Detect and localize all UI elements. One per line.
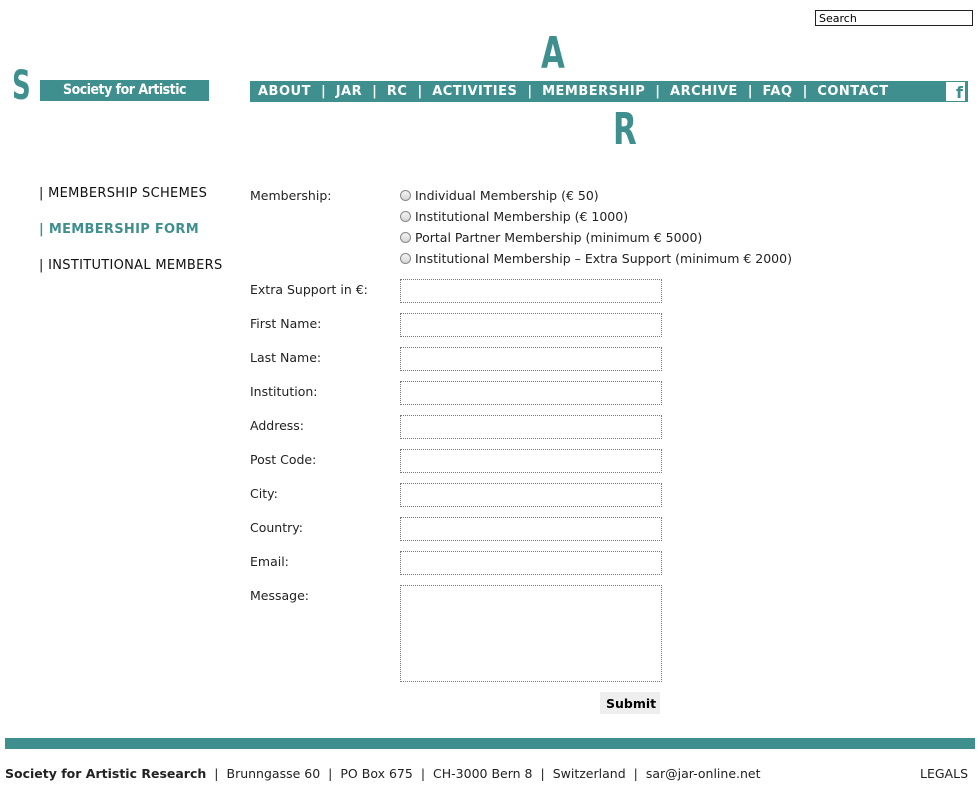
nav-activities[interactable]: ACTIVITIES (432, 84, 518, 99)
post-code-input[interactable] (400, 449, 662, 473)
nav-separator: | (802, 84, 808, 99)
footer-separator: | (328, 766, 333, 781)
post-code-label: Post Code: (250, 452, 317, 467)
radio-label: Individual Membership (€ 50) (415, 188, 599, 203)
radio-option-individual[interactable] (400, 188, 599, 203)
footer-bar (5, 738, 975, 749)
footer-email-link[interactable]: sar@jar-online.net (645, 766, 761, 781)
extra-support-input[interactable] (400, 279, 662, 303)
logo-letter-s[interactable]: S (12, 63, 31, 109)
radio-label: Institutional Membership (€ 1000) (415, 209, 629, 224)
nav-separator: | (320, 84, 326, 99)
footer-street: Brunngasse 60 (226, 766, 321, 781)
city-input[interactable] (400, 483, 662, 507)
country-label: Country: (250, 520, 303, 535)
institution-input[interactable] (400, 381, 662, 405)
address-input[interactable] (400, 415, 662, 439)
sidebar-item-membership-schemes[interactable]: | MEMBERSHIP SCHEMES (39, 186, 208, 201)
message-label: Message: (250, 588, 309, 603)
radio-option-extra-support[interactable] (400, 251, 792, 266)
footer-address (5, 766, 761, 781)
first-name-label: First Name: (250, 316, 322, 331)
nav-contact[interactable]: CONTACT (817, 84, 889, 99)
search-input[interactable] (815, 10, 973, 26)
footer-separator: | (214, 766, 219, 781)
sidebar-item-membership-form[interactable]: | MEMBERSHIP FORM (39, 222, 199, 237)
footer-separator: | (633, 766, 638, 781)
nav-separator: | (747, 84, 753, 99)
footer-org: Society for Artistic Research (5, 766, 207, 781)
last-name-input[interactable] (400, 347, 662, 371)
radio-button[interactable] (400, 232, 411, 243)
radio-button[interactable] (400, 190, 411, 201)
radio-label: Portal Partner Membership (minimum € 5000) (415, 230, 703, 245)
institution-label: Institution: (250, 384, 318, 399)
nav-separator: | (372, 84, 377, 99)
nav-about[interactable]: ABOUT (258, 84, 311, 99)
footer-city: CH-3000 Bern 8 (433, 766, 533, 781)
nav-separator: | (527, 84, 533, 99)
logo-title[interactable]: Society for Artistic Research (40, 80, 209, 101)
country-input[interactable] (400, 517, 662, 541)
first-name-input[interactable] (400, 313, 662, 337)
message-textarea[interactable] (400, 585, 662, 682)
email-label: Email: (250, 554, 289, 569)
nav-rc[interactable]: RC (386, 84, 408, 99)
nav-jar[interactable]: JAR (335, 84, 363, 99)
nav-separator: | (655, 84, 661, 99)
footer-separator: | (540, 766, 545, 781)
radio-option-institutional[interactable] (400, 209, 628, 224)
legals-link[interactable]: LEGALS (920, 766, 968, 781)
submit-button[interactable]: Submit (600, 692, 660, 714)
nav-archive[interactable]: ARCHIVE (670, 84, 738, 99)
radio-button[interactable] (400, 211, 411, 222)
sidebar-item-institutional-members[interactable]: | INSTITUTIONAL MEMBERS (39, 258, 223, 273)
facebook-icon[interactable]: f (946, 82, 965, 101)
extra-support-label: Extra Support in €: (250, 282, 368, 297)
membership-label: Membership: (250, 188, 332, 203)
email-input[interactable] (400, 551, 662, 575)
radio-option-portal-partner[interactable] (400, 230, 702, 245)
nav-separator: | (417, 84, 423, 99)
address-label: Address: (250, 418, 304, 433)
city-label: City: (250, 486, 278, 501)
radio-button[interactable] (400, 253, 411, 264)
main-nav (250, 81, 968, 102)
logo-letter-a: A (541, 28, 565, 79)
footer-separator: | (420, 766, 426, 781)
nav-membership[interactable]: MEMBERSHIP (542, 84, 646, 99)
radio-label: Institutional Membership – Extra Support (minimum € 2000) (415, 251, 792, 266)
nav-faq[interactable]: FAQ (762, 84, 793, 99)
last-name-label: Last Name: (250, 350, 322, 365)
logo-letter-r: R (613, 104, 637, 155)
footer-pobox: PO Box 675 (340, 766, 413, 781)
footer-country: Switzerland (552, 766, 626, 781)
